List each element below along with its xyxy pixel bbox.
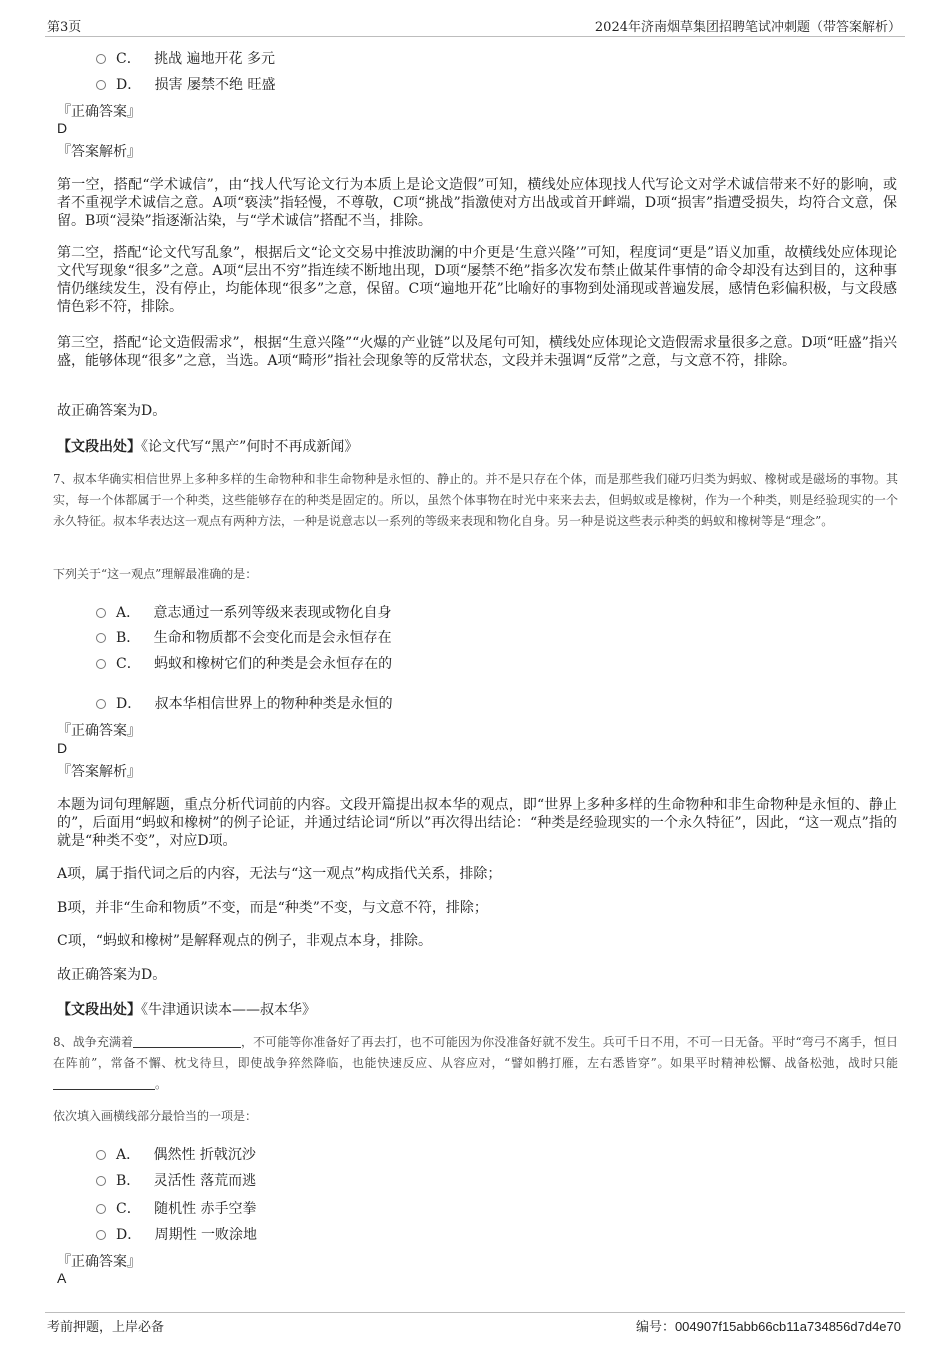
radio-icon[interactable] [96,633,106,643]
q6-conclusion: 故正确答案为D。 [57,403,167,419]
q7-analysis-a: A项，属于指代词之后的内容，无法与“这一观点”构成指代关系，排除； [57,866,502,882]
radio-icon[interactable] [96,80,106,90]
q7-answer-label: 『正确答案』 [57,723,141,739]
page-footer [45,1312,905,1337]
blank-2 [53,1077,155,1090]
q7-conclusion: 故正确答案为D。 [57,967,167,983]
q6-analysis-label: 『答案解析』 [57,144,141,160]
q6-source: 【文段出处】《论文代写“黑产”何时不再成新闻》 [57,439,359,455]
radio-icon[interactable] [96,1204,106,1214]
q7-option-a[interactable]: A． 意志通过一系列等级来表现或物化自身 [96,602,391,622]
q7-analysis-label: 『答案解析』 [57,764,141,780]
q8-answer: A [57,1270,67,1286]
q7-analysis-c: C项，“蚂蚁和橡树”是解释观点的例子，非观点本身，排除。 [57,933,433,949]
radio-icon[interactable] [96,699,106,709]
q6-answer: D [57,120,68,136]
q6-answer-label: 『正确答案』 [57,104,141,120]
q8-stem: 8、战争充满着 ，不可能等你准备好了再去打，也不可能因为你没准备好就不发生。兵可千日不用，不可一日无备。平时“弯弓不离手，恒日在阵前”，常备不懈、枕戈待旦，即使战争猝然降临，也能快速反应、从容应对，“譬如鹘打雁，左右悉皆穿”。如果平时精神松懈、战备松弛，战时只能。 [53,1035,898,1091]
q7-analysis-p1: 本题为词句理解题，重点分析代词前的内容。文段开篇提出叔本华的观点，即“世界上多种多样的生命物种和非生命物种是永恒的、静止的”，后面用“蚂蚁和橡树”的例子论证，并通过结论词“所以”再次得出结论：“种类是经验现实的一个永久特征”，因此，“这一观点”指的就是“种类不变”，对应D项。 [57,797,897,849]
q8-answer-label: 『正确答案』 [57,1254,141,1270]
q7-analysis-b: B项，并非“生命和物质”不变，而是“种类”不变，与文意不符，排除； [57,900,488,916]
q8-question: 依次填入画横线部分最恰当的一项是： [53,1109,258,1123]
q6-analysis-p1: 第一空，搭配“学术诚信”，由“找人代写论文行为本质上是论文造假”可知，横线处应体现找人代写论文对学术诚信带来不好的影响，或者不重视学术诚信之意。A项“亵渎”指轻慢，不尊敬，C项“挑战”指激使对方出战或首开衅端，D项“损害”指遭受损失，均符合文意，保留。B项“浸染”指逐渐沾染，与“学术诚信”搭配不当，排除。 [57,177,897,229]
q8-option-d[interactable]: D． 周期性 一败涂地 [96,1224,257,1244]
q7-question: 下列关于“这一观点”理解最准确的是： [53,567,258,581]
radio-icon[interactable] [96,1176,106,1186]
q7-answer: D [57,740,68,756]
radio-icon[interactable] [96,1230,106,1240]
q6-option-c[interactable]: C． 挑战 遍地开花 多元 [96,48,275,68]
q7-stem: 7、叔本华确实相信世界上多种多样的生命物种和非生命物种是永恒的、静止的。并不是只存在个体，而是那些我们碰巧归类为蚂蚁、橡树或是磁场的事物。其实，每一个体都属于一个种类，这些能够存在的种类是固定的。所以，虽然个体事物在时光中来来去去，但蚂蚁或是橡树，作为一个种类，则是经验现实的一个永久特征。叔本华表达这一观点有两种方法，一种是说意志以一系列的等级来表现和物化自身。另一种是说这些表示种类的蚂蚁和橡树等是“理念”。 [53,472,898,528]
radio-icon[interactable] [96,608,106,618]
radio-icon[interactable] [96,1150,106,1160]
q8-option-a[interactable]: A． 偶然性 折戟沉沙 [96,1144,256,1164]
radio-icon[interactable] [96,54,106,64]
document-code: 编号：004907f15abb66cb11a734856d7d4e70 [635,1319,901,1334]
blank-1 [133,1035,241,1048]
q8-option-b[interactable]: B． 灵活性 落荒而逃 [96,1170,256,1190]
q6-analysis-p3: 第三空，搭配“论文造假需求”，根据“生意兴隆”“火爆的产业链”以及尾句可知，横线处应体现论文造假需求量很多之意。D项“旺盛”指兴盛，能够体现“很多”之意，当选。A项“畸形”指社会现象等的反常状态，文段并未强调“反常”之意，与文意不符，排除。 [57,335,897,369]
q7-source: 【文段出处】《牛津通识读本——叔本华》 [57,1002,316,1018]
q6-option-d[interactable]: D． 损害 屡禁不绝 旺盛 [96,74,276,94]
document-title: 2024年济南烟草集团招聘笔试冲刺题（带答案解析） [594,20,901,35]
q8-option-c[interactable]: C． 随机性 赤手空拳 [96,1198,257,1218]
radio-icon[interactable] [96,659,106,669]
q7-option-b[interactable]: B． 生命和物质都不会变化而是会永恒存在 [96,627,392,647]
q7-option-c[interactable]: C． 蚂蚁和橡树它们的种类是会永恒存在的 [96,653,392,673]
q6-analysis-p2: 第二空，搭配“论文代写乱象”，根据后文“论文交易中推波助澜的中介更是‘生意兴隆’”可知，程度词“更是”语义加重，故横线处应体现论文代写现象“很多”之意。A项“层出不穷”指连续不断地出现，D项“屡禁不绝”指多次发布禁止做某件事情的命令却没有达到目的，这种事情仍继续发生，没有停止，均能体现“很多”之意，保留。C项“遍地开花”比喻好的事物到处涌现或普遍发展，感情色彩偏积极，与文段感情色彩不符，排除。 [57,245,897,315]
q7-option-d[interactable]: D． 叔本华相信世界上的物种种类是永恒的 [96,693,393,713]
page-number: 第3页 [47,20,82,35]
footer-slogan: 考前押题，上岸必备 [47,1320,165,1335]
page-header [45,14,905,37]
